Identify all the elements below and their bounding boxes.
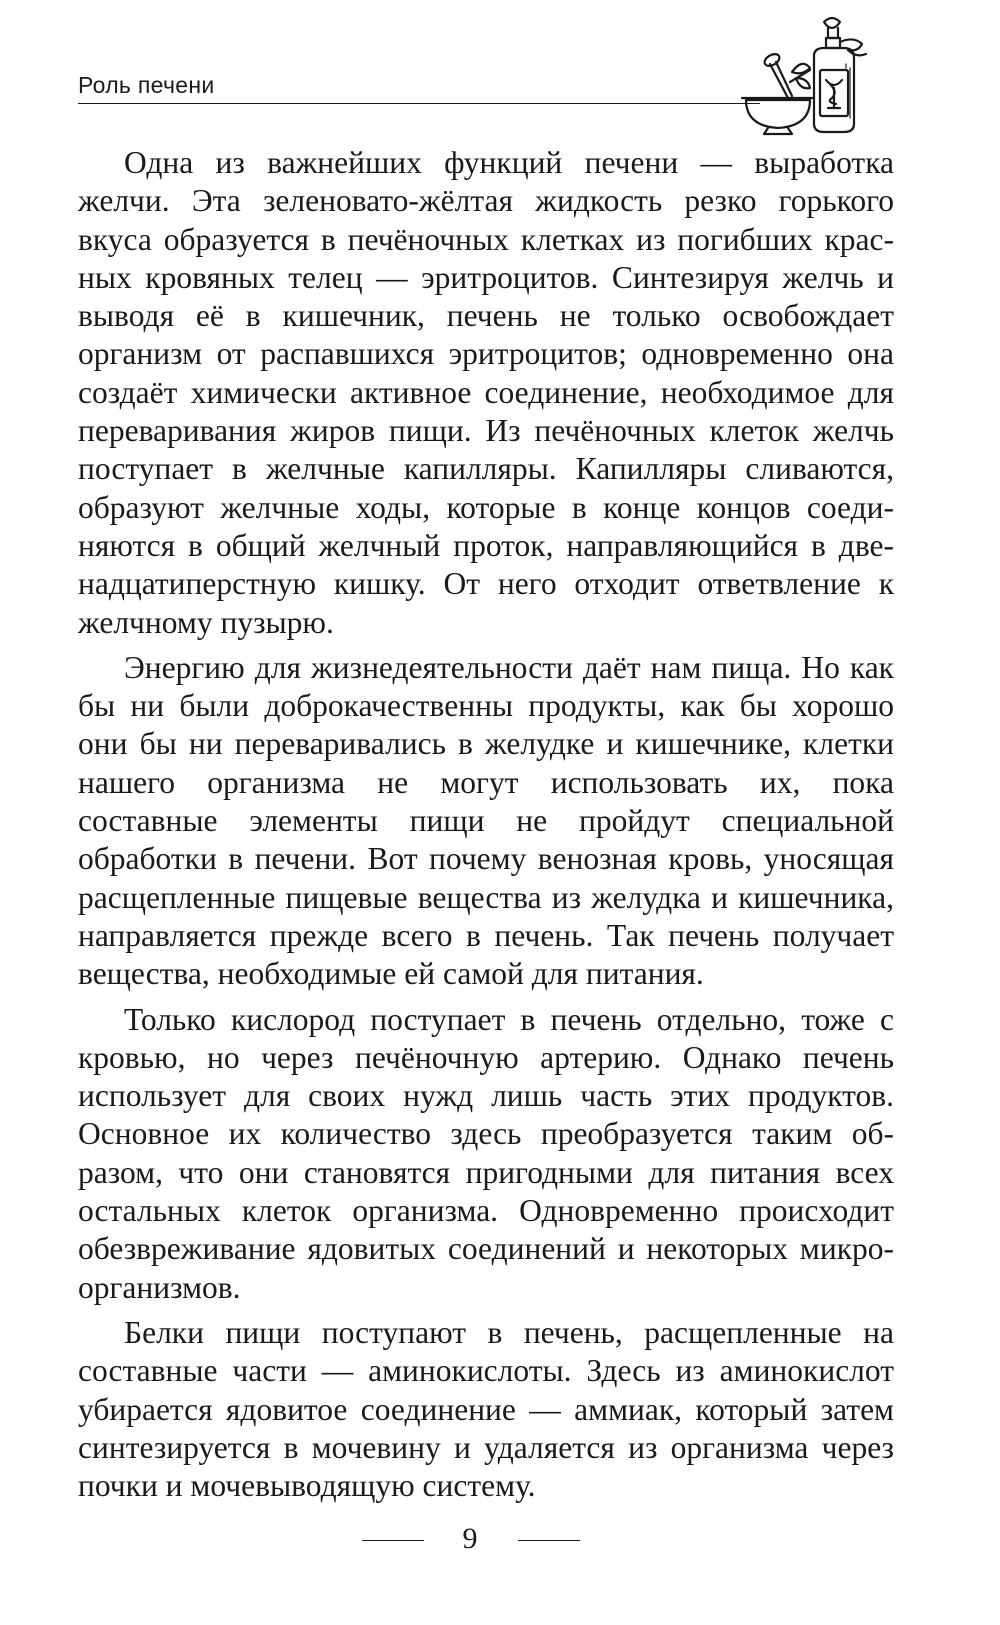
paragraph: Энергию для жизнедеятельности даёт нам пища. Но как бы ни были доброкачественны продукты, как бы хорошо они бы ни переваривались в желудке и кишечнике, клетки нашего организма не могут использовать их, пока составные элементы пищи не пройдут специальной обработки в печени. Вот почему венозная кровь, уносящая расщепленные пищевые вещества из желудка и кишечника, направляется прежде всего в печень. Так печень получает вещества, необходимые ей самой для питания. [78,649,894,992]
body-text [78,144,894,1512]
footer-dash-left [362,1540,424,1541]
header-rule [78,103,760,104]
paragraph: Одна из важнейших функций печени — выработка желчи. Эта зеленовато-жёлтая жидкость резко горького вкуса образуется в печёночных клетках из погибших красных кровяных телец — эритроцитов. Синтезируя желчь и выводя её в кишечник, печень не только освобождает организм от распавшихся эритроцитов; одновременно она создаёт химически активное соединение, необходимое для переваривания жиров пищи. Из печёночных клеток желчь поступает в желчные капилляры. Капилляры сливаются, образуют желчные ходы, которые в конце концов соединяются в общий желчный проток, направляющийся в двенадцатиперстную кишку. От него отходит ответвление к желчному пузырю. [78,145,894,640]
paragraph: Только кислород поступает в печень отдельно, тоже с кровью, но через печёночную артерию. Однако печень использует для своих нужд лишь часть этих продуктов. Основное их количество здесь преобразуется таким образом, что они становятся пригодными для питания всех остальных клеток организма. Одновременно происходит обезвреживание ядовитых соединений и некоторых микроорганизмов. [78,1001,894,1305]
pharmacy-emblem-icon [740,8,890,138]
page-footer [0,1522,1000,1562]
running-title: Роль печени [78,72,215,98]
paragraph: Белки пищи поступают в печень, расщепленные на составные части — аминокислоты. Здесь из аминокислот убирается ядовитое соединение — аммиак, который затем синтезируется в мочевину и удаляется из организма через почки и мочевыводящую систему. [78,1314,894,1504]
footer-dash-right [518,1540,580,1541]
page-number: 9 [462,1522,478,1555]
